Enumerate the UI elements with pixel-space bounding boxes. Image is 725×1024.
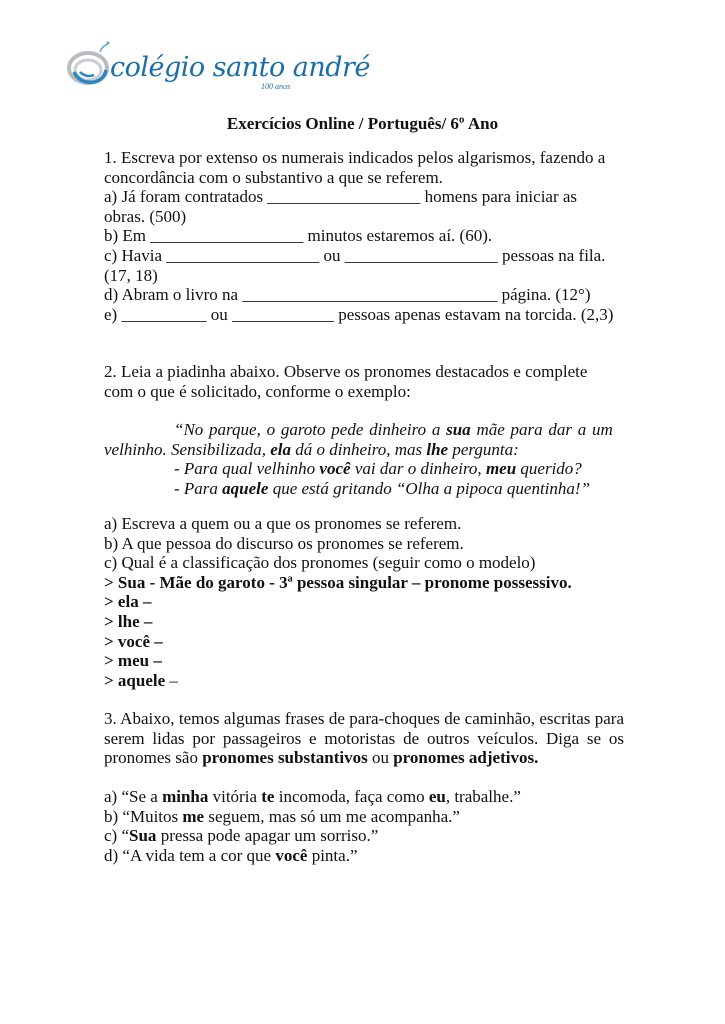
q2-item-a: a) Escreva a quem ou a que os pronomes se referem. [104, 514, 462, 533]
pronoun-aquele: aquele [222, 478, 269, 498]
question-2 [104, 362, 624, 401]
logo-text: colégio santo andré [110, 52, 370, 83]
q1-intro: 1. Escreva por extenso os numerais indicados pelos algarismos, fazendo a [104, 148, 606, 167]
q3-item-d: d) “A vida tem a cor que você pinta.” [104, 845, 358, 865]
q3-item-a: a) “Se a minha vitória te incomoda, faça como eu, trabalhe.” [104, 787, 521, 806]
q2-model-answer: > Sua - Mãe do garoto - 3ª pessoa singular – pronome possessivo. [104, 572, 572, 592]
pronoun-voce: você [319, 459, 351, 479]
q2-joke [104, 420, 624, 498]
joke-line-1: “No parque, o garoto pede dinheiro a sua mãe para dar a um [174, 420, 613, 439]
question-1 [104, 148, 624, 324]
q3-intro-cont: serem lidas por passageiros e motoristas de outros veículos. Diga se os [104, 728, 624, 748]
q2-answer-ela: > ela – [104, 592, 152, 612]
swirl-logo-icon [66, 38, 116, 94]
q3-intro: 3. Abaixo, temos algumas frases de para-choques de caminhão, escritas para [104, 709, 624, 728]
joke-line-4: - Para aquele que está gritando “Olha a pipoca quentinha!” [174, 478, 591, 498]
q3-item-b: b) “Muitos me seguem, mas só um me acompanha.” [104, 806, 460, 826]
q2-item-b: b) A que pessoa do discurso os pronomes se referem. [104, 533, 464, 553]
page-title: Exercícios Online / Português/ 6º Ano [226, 114, 499, 133]
q1-intro-cont: concordância com o substantivo a que se referem. [104, 167, 443, 187]
q2-answer-lhe: > lhe – [104, 611, 153, 631]
pronoun-ela: ela [270, 439, 291, 459]
q3-item-c: c) “Sua pressa pode apagar um sorriso.” [104, 826, 379, 846]
pronoun-lhe: lhe [426, 439, 449, 459]
school-logo [66, 38, 370, 98]
q1-item-a: a) Já foram contratados __________________ homens para iniciar as [104, 187, 578, 207]
q1-item-e: e) __________ ou ____________ pessoas apenas estavam na torcida. (2,3) [104, 304, 614, 324]
q2-item-c: c) Qual é a classificação dos pronomes (seguir como o modelo) [104, 553, 536, 573]
q2-answer-meu: > meu – [104, 651, 162, 671]
logo-subtext: 100 anos [261, 82, 291, 91]
joke-line-2: velhinho. Sensibilizada, ela dá o dinheiro, mas lhe pergunta: [104, 439, 519, 459]
q2-answer-aquele: > aquele – [104, 670, 178, 690]
q1-item-d: d) Abram o livro na ______________________________ página. (12°) [104, 285, 591, 305]
q1-item-b: b) Em __________________ minutos estaremos aí. (60). [104, 226, 493, 246]
q2-answer-voce: > você – [104, 631, 163, 651]
q3-intro-end: pronomes são pronomes substantivos ou pronomes adjetivos. [104, 748, 539, 768]
joke-line-3: - Para qual velhinho você vai dar o dinheiro, meu querido? [174, 459, 582, 479]
q1-item-c: c) Havia __________________ ou __________________ pessoas na fila. [104, 245, 606, 265]
q1-item-a-cont: obras. (500) [104, 206, 187, 226]
q2-intro-cont: com o que é solicitado, conforme o exemplo: [104, 381, 411, 401]
pronoun-sua: sua [446, 420, 471, 439]
pronoun-meu: meu [485, 459, 517, 479]
q2-intro: 2. Leia a piadinha abaixo. Observe os pronomes destacados e complete [104, 362, 588, 381]
q1-item-c-cont: (17, 18) [104, 265, 158, 285]
question-3 [104, 709, 624, 768]
q3-phrases [104, 787, 624, 865]
q2-tasks [104, 514, 624, 690]
